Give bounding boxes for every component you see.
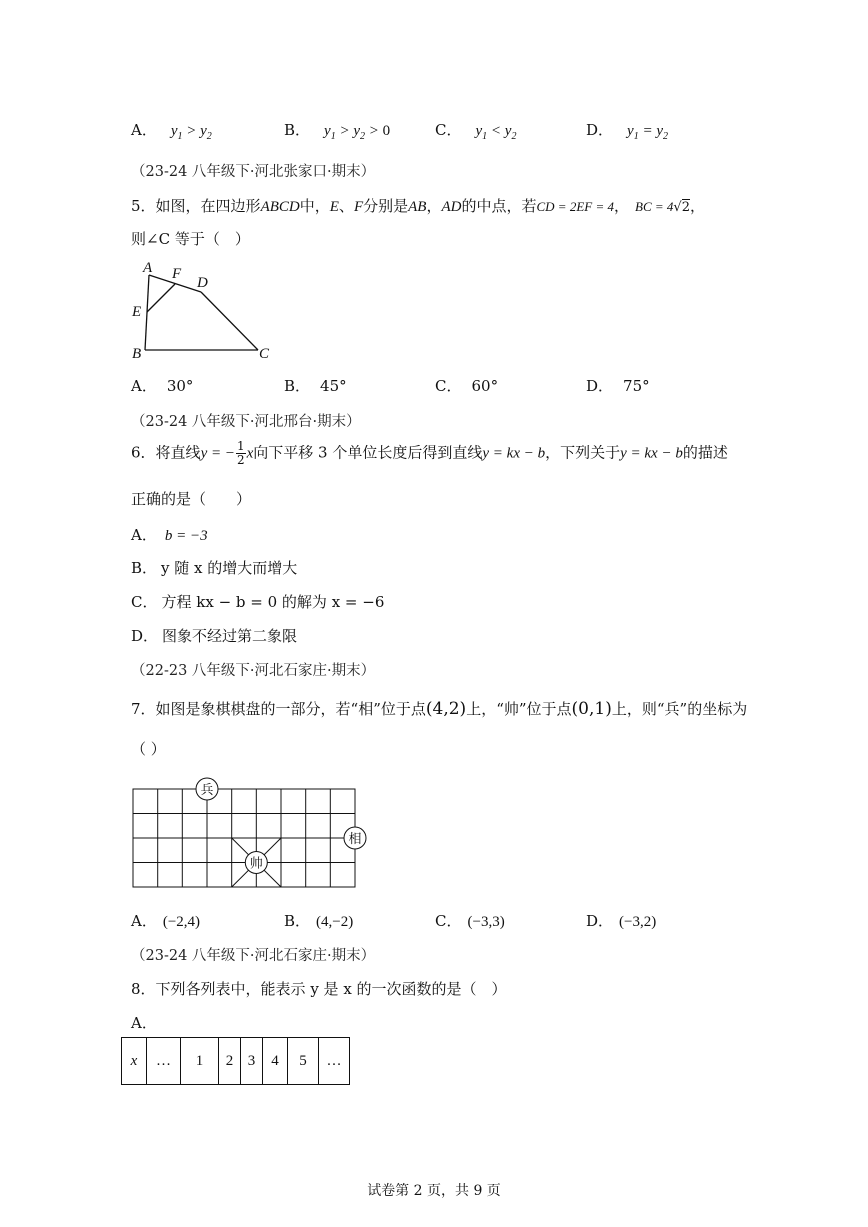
table-cell: 4 <box>263 1038 288 1085</box>
q6-stem-line2: 正确的是（ ） <box>131 490 252 508</box>
q8-source: （23-24 八年级下·河北石家庄·期末） <box>131 948 376 964</box>
table-cell: … <box>147 1038 181 1085</box>
q7-stem-line2: （ ） <box>131 740 166 758</box>
q5-option-a: A． 30° <box>131 377 194 395</box>
q7-chessboard-figure <box>128 772 373 894</box>
q8-value-table <box>121 1037 350 1085</box>
label-d: D <box>197 275 208 291</box>
q6-option-a: A． b = −3 <box>131 526 208 544</box>
side-cd <box>201 292 258 350</box>
svg-text:兵: 兵 <box>200 783 214 798</box>
table-cell: x <box>122 1038 147 1085</box>
label-e: E <box>132 304 142 320</box>
label-c: C <box>259 346 270 362</box>
segment-ef <box>147 284 175 312</box>
q5-source: （23-24 八年级下·河北张家口·期末） <box>131 164 376 180</box>
q6-stem-line1: 6．将直线y = − $\frac{1}{2}$ x向下平移 3 个单位长度后得到直线y = kx − b，下列关于y = kx − b的描述 <box>131 439 728 467</box>
q4-option-c: C． $y_1 < y_2$ <box>435 121 517 142</box>
q7-option-d: D． (−3,2) <box>586 912 657 930</box>
table-row <box>122 1038 350 1085</box>
q7-source: （22-23 八年级下·河北石家庄·期末） <box>131 663 376 679</box>
q7-option-c: C． (−3,3) <box>435 912 505 930</box>
q6-option-c: C． 方程 kx − b = 0 的解为 x = −6 <box>131 593 385 611</box>
table-cell: 1 <box>181 1038 219 1085</box>
table-cell: 3 <box>241 1038 263 1085</box>
q7-option-b: B． (4,−2) <box>284 912 354 930</box>
q5-stem-line2: 则∠C 等于（ ） <box>131 230 250 248</box>
q5-stem-line1: 5．如图，在四边形ABCD中，E、F分别是AB，AD的中点，若CD = 2EF = 4， BC = 4√2， <box>131 197 705 215</box>
label-f: F <box>172 266 182 282</box>
q7-stem-line1: 7．如图是象棋棋盘的一部分，若“相”位于点(4,2)上，“帅”位于点(0,1)上，则“兵”的坐标为 <box>131 699 748 719</box>
piece-bing <box>196 778 218 800</box>
q4-option-a: A． $y_1 > y_2$ <box>131 121 212 142</box>
table-cell: … <box>319 1038 350 1085</box>
q5-quadrilateral-figure <box>128 258 278 363</box>
svg-text:帅: 帅 <box>249 856 263 872</box>
q4-option-d: D． $y_1 = y_2$ <box>586 121 668 142</box>
piece-xiang <box>344 827 366 849</box>
q8-option-a-label: A． <box>131 1014 157 1032</box>
label-b: B <box>132 346 142 362</box>
q6-source: （23-24 八年级下·河北邢台·期末） <box>131 414 361 430</box>
q4-option-b: B． $y_1 > y_2 > 0$ <box>284 121 391 142</box>
q6-option-b: B． y 随 x 的增大而增大 <box>131 559 298 577</box>
q5-option-d: D． 75° <box>586 377 650 395</box>
page-footer: 试卷第 2 页，共 9 页 <box>367 1183 501 1199</box>
label-a: A <box>143 260 153 276</box>
q6-option-d: D． 图象不经过第二象限 <box>131 627 298 645</box>
table-cell: 5 <box>288 1038 319 1085</box>
piece-shuai <box>245 852 267 874</box>
svg-text:相: 相 <box>348 832 362 847</box>
table-cell: 2 <box>219 1038 241 1085</box>
q8-stem: 8．下列各列表中，能表示 y 是 x 的一次函数的是（ ） <box>131 980 507 998</box>
side-ab <box>145 275 149 350</box>
q5-option-c: C． 60° <box>435 377 499 395</box>
q7-option-a: A． (−2,4) <box>131 912 201 930</box>
q5-option-b: B． 45° <box>284 377 347 395</box>
